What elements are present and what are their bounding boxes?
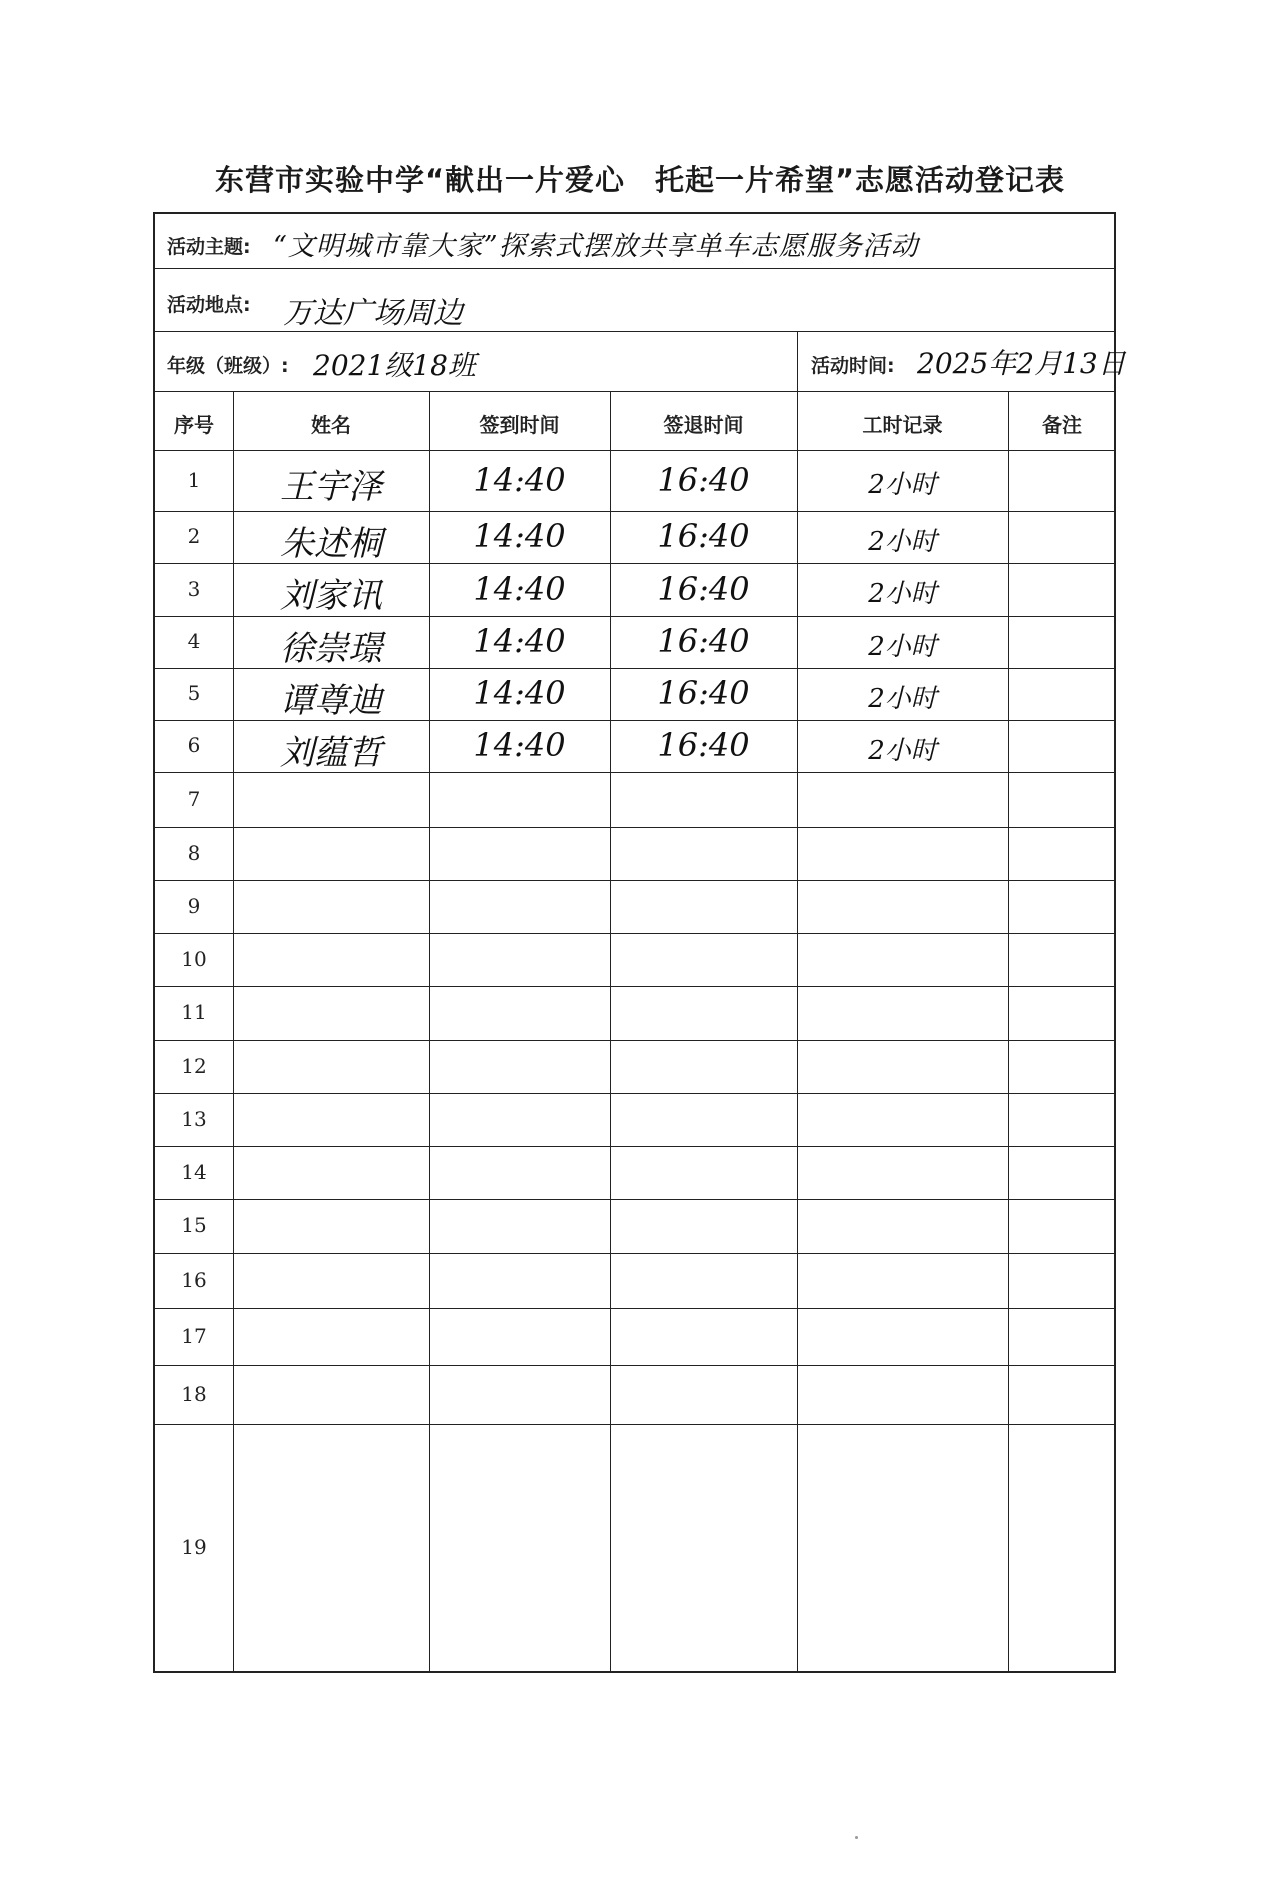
row-divider (155, 1308, 1114, 1309)
row-divider (155, 1199, 1114, 1200)
handwritten-hours: 2小时 (868, 631, 937, 662)
handwritten-name: 刘蕴哲 (280, 732, 382, 773)
row-divider (155, 1424, 1114, 1425)
location-value: 万达广场周边 (283, 296, 463, 331)
header-divider (155, 450, 1114, 451)
row-divider (155, 1093, 1114, 1094)
row-divider (155, 986, 1114, 987)
column-divider (1008, 391, 1009, 1671)
handwritten-name: 谭尊迪 (280, 680, 382, 721)
handwritten-sign-out: 16:40 (657, 674, 750, 713)
row-number: 12 (181, 1053, 207, 1078)
handwritten-sign-in: 14:40 (473, 460, 566, 499)
grade-label: 年级（班级）: (167, 355, 289, 377)
handwritten-sign-in: 14:40 (473, 517, 566, 556)
handwritten-sign-in: 14:40 (473, 569, 566, 608)
column-header: 签退时间 (663, 413, 744, 437)
handwritten-sign-in: 14:40 (473, 622, 566, 661)
row-number: 1 (187, 467, 201, 492)
handwritten-sign-in: 14:40 (473, 726, 566, 765)
row-number: 9 (187, 893, 201, 918)
handwritten-name: 徐崇璟 (280, 628, 382, 669)
row-number: 19 (181, 1534, 207, 1559)
row-number: 10 (181, 946, 207, 971)
divider (155, 268, 1114, 269)
handwritten-sign-in: 14:40 (473, 674, 566, 713)
row-divider (155, 1146, 1114, 1147)
handwritten-name: 王宇泽 (280, 467, 382, 508)
row-number: 16 (181, 1267, 207, 1292)
column-header: 备注 (1042, 413, 1082, 437)
handwritten-hours: 2小时 (868, 470, 937, 501)
handwritten-sign-out: 16:40 (657, 569, 750, 608)
row-number: 5 (187, 681, 201, 705)
handwritten-hours: 2小时 (868, 683, 937, 714)
column-header: 序号 (174, 413, 214, 437)
location-label: 活动地点: (167, 294, 251, 316)
time-label: 活动时间: (811, 355, 895, 377)
row-divider (155, 511, 1114, 512)
handwritten-sign-out: 16:40 (657, 726, 750, 765)
row-number: 11 (181, 1000, 207, 1024)
divider (797, 331, 798, 391)
row-number: 18 (181, 1381, 207, 1406)
handwritten-name: 刘家讯 (280, 576, 382, 617)
handwritten-hours: 2小时 (868, 579, 937, 610)
handwritten-name: 朱述桐 (280, 523, 382, 564)
registration-form (153, 212, 1126, 1673)
handwritten-hours: 2小时 (868, 526, 937, 557)
row-number: 7 (187, 786, 201, 811)
column-header: 签到时间 (479, 413, 560, 437)
column-header: 工时记录 (862, 413, 943, 437)
page-title: 东营市实验中学“献出一片爱心 托起一片希望”志愿活动登记表 (214, 163, 1066, 197)
row-number: 14 (181, 1159, 207, 1184)
row-number: 17 (181, 1323, 207, 1348)
time-value: 2025年2月13日 (917, 347, 1126, 380)
divider (155, 391, 1114, 392)
theme-label: 活动主题: (167, 236, 251, 258)
row-number: 3 (187, 576, 201, 601)
row-divider (155, 1040, 1114, 1041)
row-number: 2 (187, 524, 201, 548)
row-number: 8 (187, 840, 201, 865)
speck-mark (855, 1836, 858, 1839)
row-number: 13 (181, 1106, 207, 1131)
column-header: 姓名 (311, 413, 351, 437)
row-divider (155, 1253, 1114, 1254)
row-divider (155, 880, 1114, 881)
row-divider (155, 1365, 1114, 1366)
handwritten-sign-out: 16:40 (657, 622, 750, 661)
grade-value: 2021级18班 (313, 349, 476, 382)
row-divider (155, 933, 1114, 934)
handwritten-sign-out: 16:40 (657, 460, 750, 499)
handwritten-hours: 2小时 (868, 735, 937, 766)
row-divider (155, 827, 1114, 828)
row-number: 4 (187, 629, 201, 653)
handwritten-sign-out: 16:40 (657, 517, 750, 556)
theme-value: “文明城市靠大家”探索式摆放共享单车志愿服务活动 (273, 231, 919, 262)
row-number: 6 (187, 733, 201, 757)
row-number: 15 (181, 1213, 207, 1237)
